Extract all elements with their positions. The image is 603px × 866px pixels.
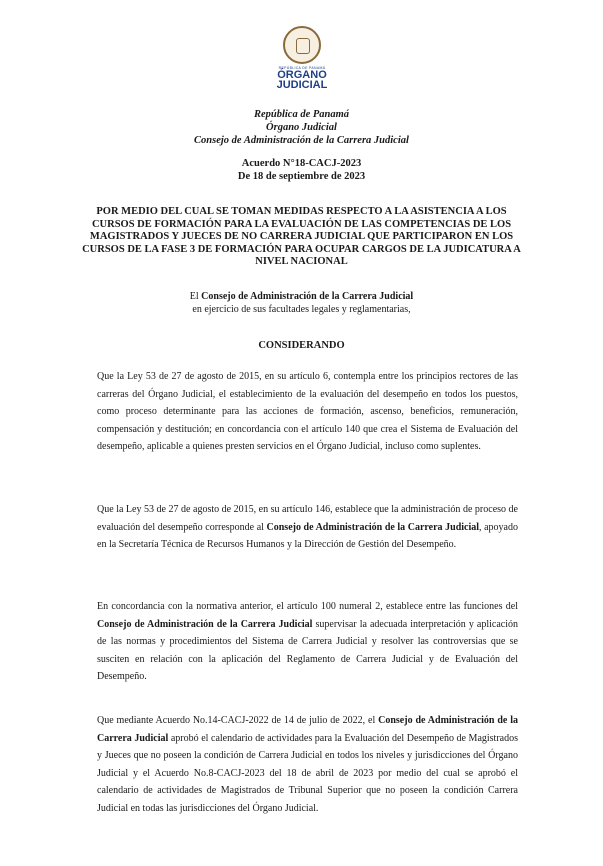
logo-top-text: REPÚBLICA DE PANAMÁ [278, 66, 326, 70]
paragraph-3-text-c: supervisar la adecuada interpretación y aplicación de las normas y procedimientos del Sistema de Carrera Judicial y resolver las controversias que se susciten en relación con la aplicación del Reglamento de Carrera Judicial y de Evaluación del Desempeño. [97, 618, 518, 683]
intro-council: Consejo de Administración de la Carrera Judicial [201, 291, 414, 302]
intro-prefix: El [189, 291, 202, 302]
intro-line1 [0, 290, 603, 303]
paragraph-4-text-a: Que mediante Acuerdo No.14-CACJ-2022 de 14 de julio de 2022, el [97, 715, 379, 726]
header-council: Consejo de Administración de la Carrera Judicial [194, 135, 409, 146]
section-heading: CONSIDERANDO [258, 340, 345, 351]
agreement-number: Acuerdo N°18-CACJ-2023 [241, 158, 362, 169]
document-title: POR MEDIO DEL CUAL SE TOMAN MEDIDAS RESPECTO A LA ASISTENCIA A LOS CURSOS DE FORMACIÓN PARA LA EVALUACIÓN DE LAS COMPETENCIAS DE LOS MAGISTRADOS Y JUECES DE NO CARRERA JUDICIAL QUE PARTICIPARON EN LOS CURSOS DE LA FASE 3 DE FORMACIÓN PARA OCUPAR CARGOS DE LA JUDICATURA A NIVEL NACIONAL [82, 206, 521, 267]
justice-seal-icon [283, 26, 321, 64]
paragraph-4 [97, 712, 518, 818]
header-organ: Órgano Judicial [266, 122, 337, 133]
paragraph-2 [97, 501, 518, 554]
paragraph-3 [97, 598, 518, 686]
agreement-date: De 18 de septiembre de 2023 [237, 171, 366, 182]
header-republic: República de Panamá [253, 109, 350, 120]
paragraph-3-council: Consejo de Administración de la Carrera Judicial [97, 618, 313, 630]
logo-line2: JUDICIAL [276, 79, 328, 91]
paragraph-2-text-c: , apoyado en la Secretaría Técnica de Recursos Humanos y la Dirección de Gestión del Desempeño. [97, 521, 518, 551]
paragraph-4-council: Consejo de Administración de la Carrera Judicial [97, 715, 519, 744]
paragraph-4-text-c: aprobó el calendario de actividades para la Evaluación del Desempeño de Magistrados y Jueces que no poseen la condición de Carrera Judicial en todos los niveles y jurisdicciones del Órgano Judicial y el Acuerdo No.8-CACJ-2023 del 18 de abril de 2023 por medio del cual se aprobó el calendario de actividades de Magistrados de Tribunal Superior que no poseen la condición Carrera Judicial en todas las jurisdicciones del Órgano Judicial. [97, 732, 518, 814]
paragraph-2-council: Consejo de Administración de la Carrera Judicial [266, 521, 480, 533]
logo-line1: ÓRGANO [277, 69, 327, 81]
organo-judicial-logo [272, 26, 332, 96]
paragraph-3-text-a: En concordancia con la normativa anterior, el artículo 100 numeral 2, establece entre las funciones del [97, 601, 518, 612]
paragraph-2-text-a: Que la Ley 53 de 27 de agosto de 2015, en su artículo 146, establece que la administración de proceso de evaluación del desempeño corresponde al [97, 504, 518, 533]
intro-line2: en ejercicio de sus facultades legales y reglamentarias, [192, 304, 411, 315]
paragraph-1: Que la Ley 53 de 27 de agosto de 2015, en su artículo 6, contempla entre los principios rectores de las carreras del Órgano Judicial, el establecimiento de la evaluación del desempeño en todos los puestos, como proceso determinante para las acciones de formación, ascenso, beneficios, remuneración, compensación y destitución; en concordancia con el artículo 140 que crea el Sistema de Evaluación del desempeño, aplicable a quienes presten servicios en el Órgano Judicial, incluso como suplentes. [97, 371, 518, 453]
